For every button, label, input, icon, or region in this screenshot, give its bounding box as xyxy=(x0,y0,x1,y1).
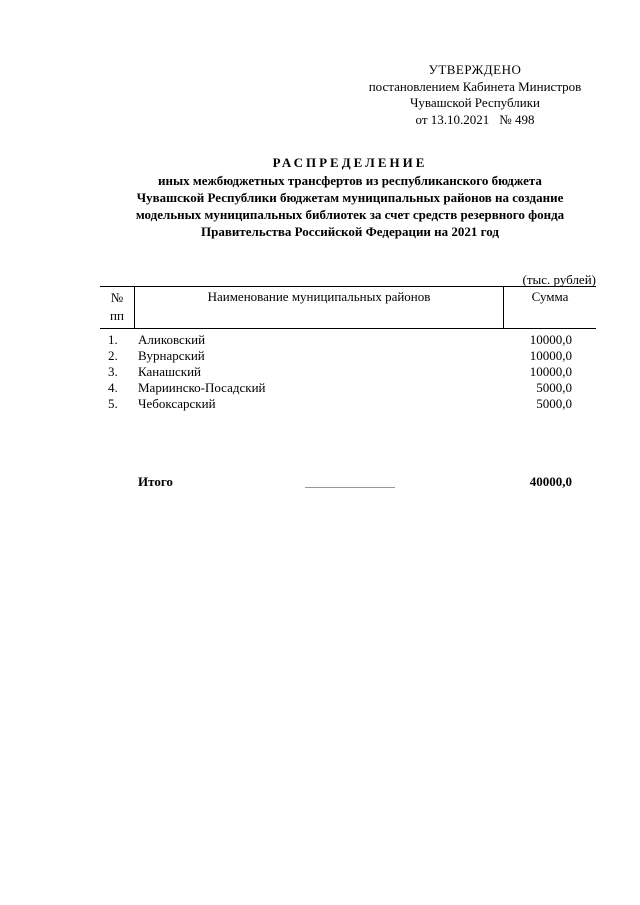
end-separator-line xyxy=(305,487,395,488)
table-header xyxy=(100,286,596,329)
approval-block xyxy=(340,62,610,128)
row-district-name: Аликовский xyxy=(138,332,206,347)
approval-line-2: Чувашской Республики xyxy=(409,95,541,110)
table-row xyxy=(100,332,596,348)
document-subtitle-line-4: Правительства Российской Федерации на 2021 год xyxy=(201,224,499,239)
approval-date-line xyxy=(340,112,610,129)
document-title-block xyxy=(100,154,600,240)
table-row xyxy=(100,396,596,412)
table-row xyxy=(100,348,596,364)
table-row xyxy=(100,380,596,396)
table-row xyxy=(100,364,596,380)
header-number-column xyxy=(100,289,134,325)
total-label: Итого xyxy=(138,474,173,489)
row-number: 2. xyxy=(108,348,118,363)
document-title: РАСПРЕДЕЛЕНИЕ xyxy=(272,155,428,170)
row-number: 4. xyxy=(108,380,118,395)
approval-line-1: постановлением Кабинета Министров xyxy=(368,78,582,94)
row-number: 5. xyxy=(108,396,118,411)
total-sum: 40000,0 xyxy=(529,474,572,489)
row-district-name: Чебоксарский xyxy=(138,396,216,411)
header-name-column: Наименование муниципальных районов xyxy=(207,289,431,304)
row-sum: 10000,0 xyxy=(529,332,572,347)
row-sum: 10000,0 xyxy=(529,364,572,379)
row-number: 3. xyxy=(108,364,118,379)
header-number-abbr: пп xyxy=(110,308,124,323)
table-body xyxy=(100,332,596,489)
document-subtitle-line-2: Чувашской Республики бюджетам муниципальных районов на создание xyxy=(136,190,564,205)
unit-label: (тыс. рублей) xyxy=(522,272,596,287)
header-number-symbol: № xyxy=(110,290,124,305)
row-district-name: Вурнарский xyxy=(138,348,205,363)
row-sum: 5000,0 xyxy=(536,380,572,395)
row-sum: 10000,0 xyxy=(529,348,572,363)
row-number: 1. xyxy=(108,332,118,347)
approval-number: № 498 xyxy=(499,111,535,127)
document-subtitle-line-3: модельных муниципальных библиотек за счет средств резервного фонда xyxy=(135,207,565,222)
row-district-name: Канашский xyxy=(138,364,202,379)
row-district-name: Мариинско-Посадский xyxy=(138,380,266,395)
document-subtitle-line-1: иных межбюджетных трансфертов из республиканского бюджета xyxy=(158,173,542,188)
header-sum-column: Сумма xyxy=(531,289,569,304)
distribution-table xyxy=(100,286,596,489)
approval-date: от 13.10.2021 xyxy=(415,111,490,127)
approval-heading: УТВЕРЖДЕНО xyxy=(428,62,522,77)
row-sum: 5000,0 xyxy=(536,396,572,411)
